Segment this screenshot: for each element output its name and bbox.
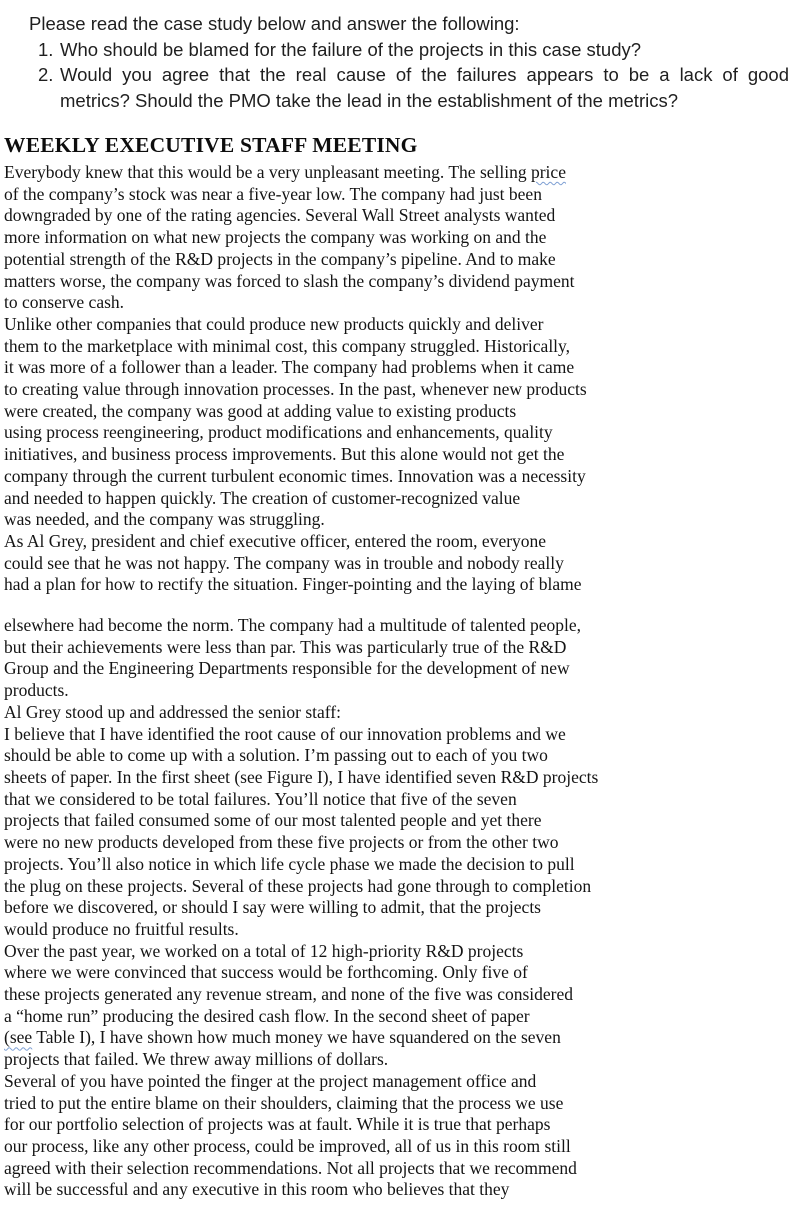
text-line: sheets of paper. In the first sheet (see Figure I), I have identified seven R&D projects (4, 766, 599, 787)
paragraph (4, 615, 801, 702)
text-line: before we discovered, or should I say were willing to admit, that the projects (4, 897, 541, 918)
text-line: that we considered to be total failures. You’ll notice that five of the seven (4, 788, 517, 809)
question-item (29, 37, 789, 63)
text-line: our process, like any other process, could be improved, all of us in this room still (4, 1135, 571, 1156)
text-line: (see Table I), I have shown how much money we have squandered on the seven (4, 1027, 561, 1048)
question-text (60, 37, 789, 63)
paragraph (4, 314, 801, 531)
text-line: company through the current turbulent economic times. Innovation was a necessity (4, 465, 586, 486)
text-line: downgraded by one of the rating agencies. Several Wall Street analysts wanted (4, 205, 556, 226)
text-line: more information on what new projects the company was working on and the (4, 227, 547, 248)
case-study-body (0, 133, 811, 1201)
text-line: were created, the company was good at adding value to existing products (4, 400, 517, 421)
paragraph (4, 162, 801, 314)
text-line: Everybody knew that this would be a very unpleasant meeting. The selling price (4, 162, 566, 182)
text-line: using process reengineering, product modifications and enhancements, quality (4, 422, 553, 443)
paragraph (4, 531, 801, 596)
text-line: for our portfolio selection of projects was at fault. While it is true that perhaps (4, 1114, 551, 1135)
text-line: but their achievements were less than par. This was particularly true of the R&D (4, 636, 567, 657)
text-line: these projects generated any revenue stream, and none of the five was considered (4, 984, 573, 1005)
text-line: matters worse, the company was forced to slash the company’s dividend payment (4, 270, 575, 291)
text-line: Group and the Engineering Departments responsible for the development of new (4, 658, 570, 679)
text-line: them to the marketplace with minimal cost, this company struggled. Historically, (4, 335, 571, 356)
question-text (60, 62, 789, 113)
text-line: it was more of a follower than a leader. The company had problems when it came (4, 357, 575, 378)
text-line: a “home run” producing the desired cash flow. In the second sheet of paper (4, 1005, 530, 1026)
text-line: and needed to happen quickly. The creation of customer-recognized value (4, 487, 521, 508)
text-line: were no new products developed from these five projects or from the other two (4, 832, 559, 853)
text-line: will be successful and any executive in this room who believes that they (4, 1179, 510, 1200)
text-line: metrics? Should the PMO take the lead in the establishment of the metrics? (60, 89, 679, 111)
text-line: tried to put the entire blame on their shoulders, claiming that the process we use (4, 1092, 564, 1113)
text-line: Over the past year, we worked on a total of 12 high-priority R&D projects (4, 940, 524, 961)
case-study-paragraphs (4, 162, 801, 1201)
assignment-prompt: Please read the case study below and answer the following: (29, 13, 520, 34)
text-line: was needed, and the company was struggling. (4, 509, 325, 530)
text-line: Unlike other companies that could produce new products quickly and deliver (4, 313, 544, 334)
text-line: initiatives, and business process improvements. But this alone would not get the (4, 444, 565, 465)
text-line: As Al Grey, president and chief executive officer, entered the room, everyone (4, 530, 547, 551)
paragraph (4, 702, 801, 724)
text-line: had a plan for how to rectify the situation. Finger-pointing and the laying of blame (4, 574, 582, 595)
assignment-instructions (0, 0, 811, 113)
paragraph (4, 941, 801, 1071)
text-line: agreed with their selection recommendations. Not all projects that we recommend (4, 1157, 577, 1178)
text-line: Who should be blamed for the failure of the projects in this case study? (60, 38, 642, 60)
text-line: to creating value through innovation processes. In the past, whenever new products (4, 379, 587, 400)
text-line: elsewhere had become the norm. The company had a multitude of talented people, (4, 615, 581, 636)
text-line: potential strength of the R&D projects in the company’s pipeline. And to make (4, 248, 556, 269)
question-item (29, 62, 789, 113)
question-number: 1. (38, 38, 54, 60)
paragraph (4, 724, 801, 941)
text-line: projects that failed consumed some of our most talented people and yet there (4, 810, 542, 831)
text-line: would produce no fruitful results. (4, 918, 239, 939)
case-study-heading: WEEKLY EXECUTIVE STAFF MEETING (4, 133, 418, 157)
text-line: projects. You’ll also notice in which life cycle phase we made the decision to pull (4, 853, 575, 874)
question-number: 2. (38, 64, 54, 85)
text-line: where we were convinced that success would be forthcoming. Only five of (4, 962, 528, 983)
text-line: I believe that I have identified the root cause of our innovation problems and we (4, 723, 566, 744)
text-line: Several of you have pointed the finger at the project management office and (4, 1070, 537, 1091)
text-line: to conserve cash. (4, 292, 125, 313)
grammar-squiggle-word: (see (4, 1027, 33, 1048)
text-line: Al Grey stood up and addressed the senior staff: (4, 701, 341, 722)
text-line: projects that failed. We threw away millions of dollars. (4, 1049, 389, 1070)
text-line: Would you agree that the real cause of the failures appears to be a lack of good (60, 64, 789, 85)
text-line: should be able to come up with a solution. I’m passing out to each of you two (4, 745, 548, 766)
paragraph (4, 1071, 801, 1201)
text-line: of the company’s stock was near a five-year low. The company had just been (4, 183, 542, 204)
text-line: products. (4, 680, 69, 701)
grammar-squiggle-word: price (530, 162, 566, 182)
text-line: could see that he was not happy. The company was in trouble and nobody really (4, 552, 564, 573)
question-list (29, 37, 789, 114)
text-line: the plug on these projects. Several of these projects had gone through to completion (4, 875, 592, 896)
